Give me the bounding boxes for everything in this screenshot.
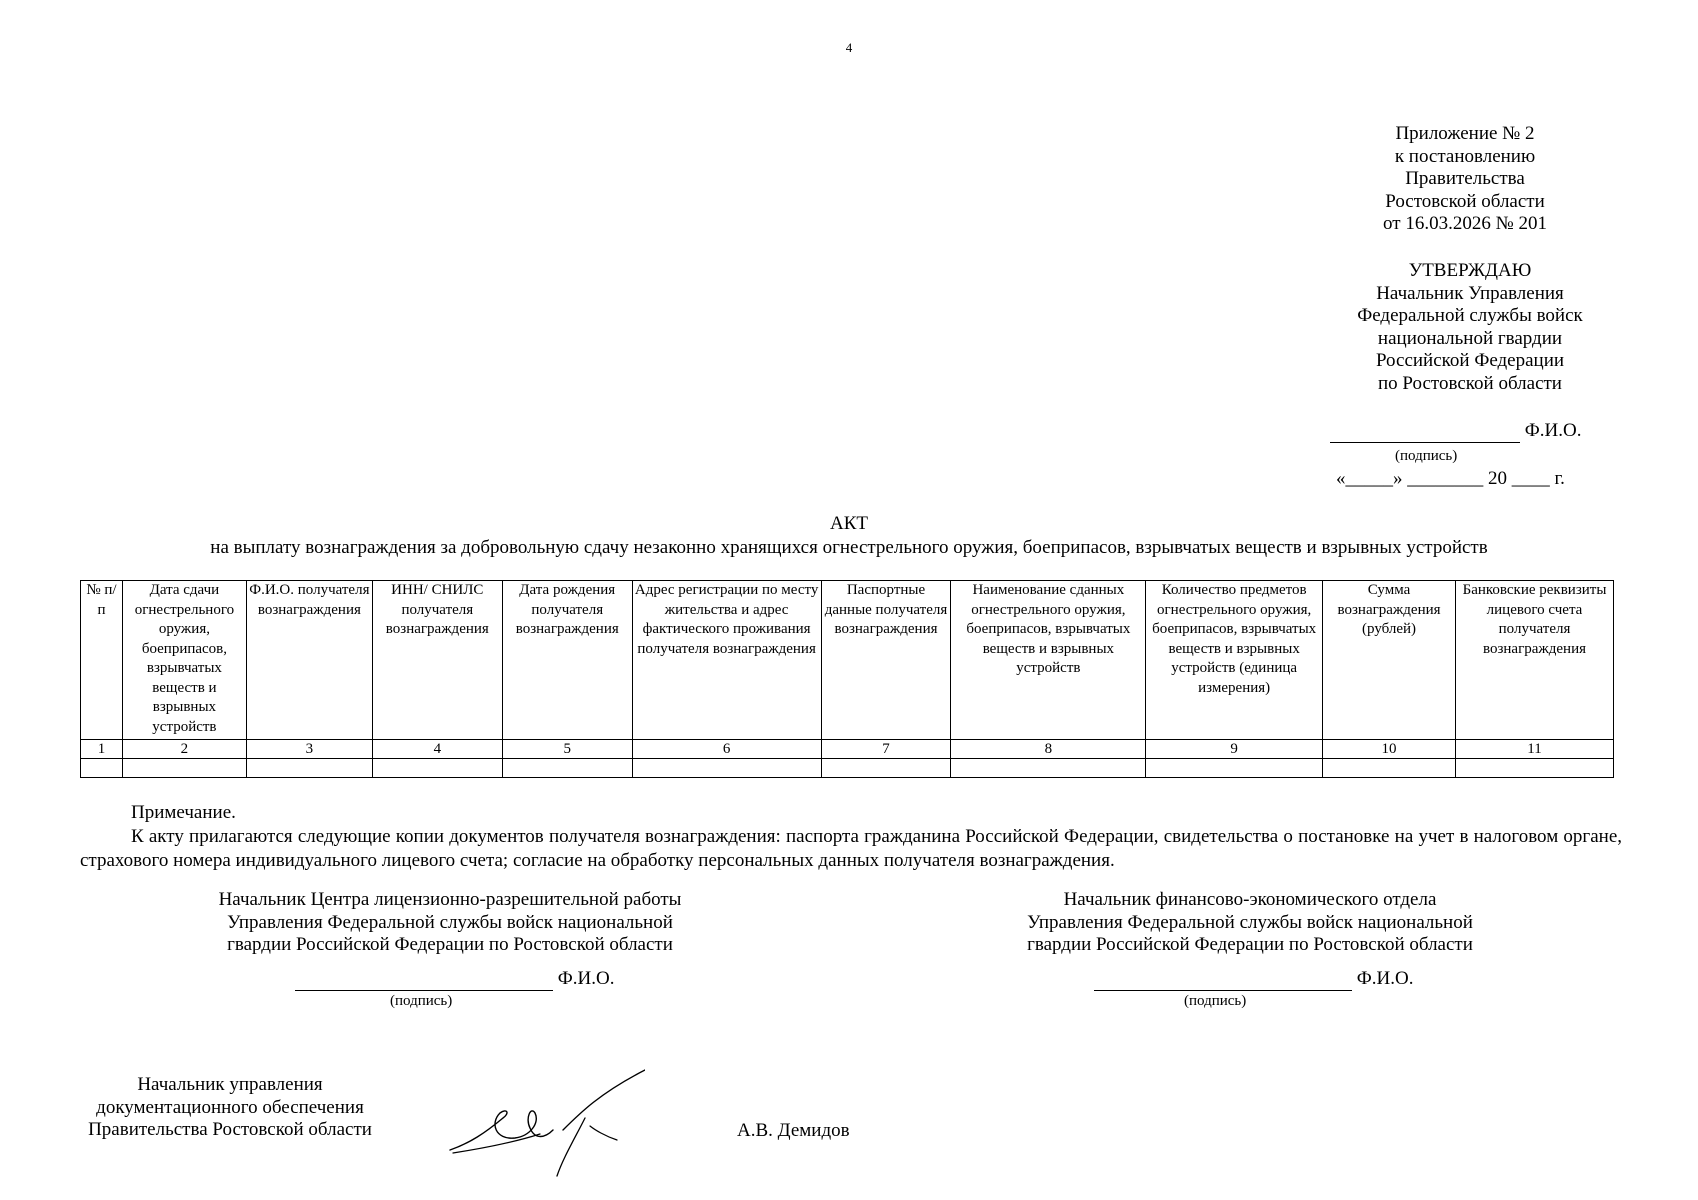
column-number: 8 [951, 740, 1146, 759]
column-header: Ф.И.О. получателя вознаграждения [246, 581, 372, 740]
left-signer-block [190, 889, 710, 957]
appendix-line: Приложение № 2 [1395, 123, 1535, 144]
signature-blank [1330, 420, 1520, 443]
appendix-line: Правительства [1405, 168, 1525, 189]
right-signer-block [990, 889, 1510, 957]
left-signature-caption: (подпись) [390, 993, 453, 1009]
approval-line: по Ростовской области [1378, 372, 1562, 394]
signer-position-line: гвардии Российской Федерации по Ростовской области [227, 934, 673, 955]
column-number: 7 [821, 740, 951, 759]
table-cell [632, 759, 821, 778]
column-number: 3 [246, 740, 372, 759]
column-number: 11 [1456, 740, 1614, 759]
column-number: 10 [1323, 740, 1456, 759]
column-number: 1 [81, 740, 123, 759]
footer-position-block [80, 1074, 380, 1142]
approval-fio: Ф.И.О. [1524, 420, 1582, 441]
approval-signature-line [1330, 420, 1581, 443]
act-subtitle: на выплату вознаграждения за добровольную сдачу незаконно хранящихся огнестрельного оружия, боеприпасов, взрывчатых веществ и взрывных устройств [210, 537, 1488, 558]
column-header: Наименование сданных огнестрельного оружия, боеприпасов, взрывчатых веществ и взрывных устройств [951, 581, 1146, 740]
column-number: 5 [502, 740, 632, 759]
awards-table [80, 580, 1614, 778]
appendix-block [1340, 123, 1590, 236]
column-header: № п/п [81, 581, 123, 740]
footer-position-line: документационного обеспечения [96, 1096, 364, 1118]
column-header: Паспортные данные получателя вознаграждения [821, 581, 951, 740]
column-header: Количество предметов огнестрельного оружия, боеприпасов, взрывчатых веществ и взрывных устройств (единица измерения) [1146, 581, 1323, 740]
approval-line: УТВЕРЖДАЮ [1408, 260, 1532, 281]
table-cell [81, 759, 123, 778]
act-title: АКТ [830, 513, 868, 534]
left-fio: Ф.И.О. [557, 968, 615, 989]
column-number-row [81, 740, 1614, 759]
table-cell [1146, 759, 1323, 778]
column-header: Банковские реквизиты лицевого счета получателя вознаграждения [1456, 581, 1614, 740]
signature-blank [295, 968, 553, 991]
right-signature-caption: (подпись) [1184, 993, 1247, 1009]
left-signature-line [295, 968, 614, 991]
column-header: ИНН/ СНИЛС получателя вознаграждения [372, 581, 502, 740]
table-row [81, 759, 1614, 778]
appendix-line: Ростовской области [1385, 190, 1545, 212]
approval-line: Начальник Управления [1376, 282, 1564, 304]
approval-date-line: «_____» ________ 20 ____ г. [1336, 468, 1565, 489]
column-number: 2 [122, 740, 246, 759]
signer-position-line: Управления Федеральной службы войск национальной [1027, 911, 1473, 933]
column-number: 4 [372, 740, 502, 759]
approval-line: национальной гвардии [1377, 327, 1563, 349]
column-header: Адрес регистрации по месту жительства и адрес фактического проживания получателя вознаграждения [632, 581, 821, 740]
approval-signature-caption: (подпись) [1395, 448, 1458, 464]
signature-blank [1094, 968, 1352, 991]
footer-position-line: Правительства Ростовской области [88, 1119, 372, 1140]
table-cell [372, 759, 502, 778]
table-cell [1323, 759, 1456, 778]
signer-position-line: Начальник Центра лицензионно-разрешительной работы [218, 889, 682, 910]
table-cell [246, 759, 372, 778]
signer-position-line: Начальник финансово-экономического отдела [1063, 889, 1437, 910]
footer-signer-name: А.В. Демидов [737, 1120, 850, 1141]
page-number: 4 [845, 40, 853, 55]
column-header: Сумма вознаграждения (рублей) [1323, 581, 1456, 740]
column-number: 6 [632, 740, 821, 759]
right-signature-line [1094, 968, 1413, 991]
appendix-line: к постановлению [1394, 145, 1536, 167]
note-title: Примечание. [131, 802, 236, 823]
signer-position-line: гвардии Российской Федерации по Ростовской области [1027, 934, 1473, 955]
signer-position-line: Управления Федеральной службы войск национальной [227, 911, 673, 933]
column-header: Дата сдачи огнестрельного оружия, боеприпасов, взрывчатых веществ и взрывных устройств [122, 581, 246, 740]
right-fio: Ф.И.О. [1356, 968, 1414, 989]
table-cell [1456, 759, 1614, 778]
footer-position-line: Начальник управления [137, 1074, 323, 1095]
note-text: К акту прилагаются следующие копии документов получателя вознаграждения: паспорта гражданина Российской Федерации, свидетельства о постановке на учет в налоговом органе, страхового номера индивидуального лицевого счета; согласие на обработку персональных данных получателя вознаграждения. [80, 826, 1622, 871]
table-header-row [81, 581, 1614, 740]
approval-line: Российской Федерации [1375, 350, 1565, 371]
approval-line: Федеральной службы войск [1357, 305, 1583, 326]
column-number: 9 [1146, 740, 1323, 759]
table-cell [502, 759, 632, 778]
handwritten-signature [445, 1068, 645, 1178]
table-cell [122, 759, 246, 778]
approval-block [1325, 260, 1615, 395]
table-cell [821, 759, 951, 778]
appendix-line: от 16.03.2026 № 201 [1383, 213, 1547, 234]
table-cell [951, 759, 1146, 778]
column-header: Дата рождения получателя вознаграждения [502, 581, 632, 740]
